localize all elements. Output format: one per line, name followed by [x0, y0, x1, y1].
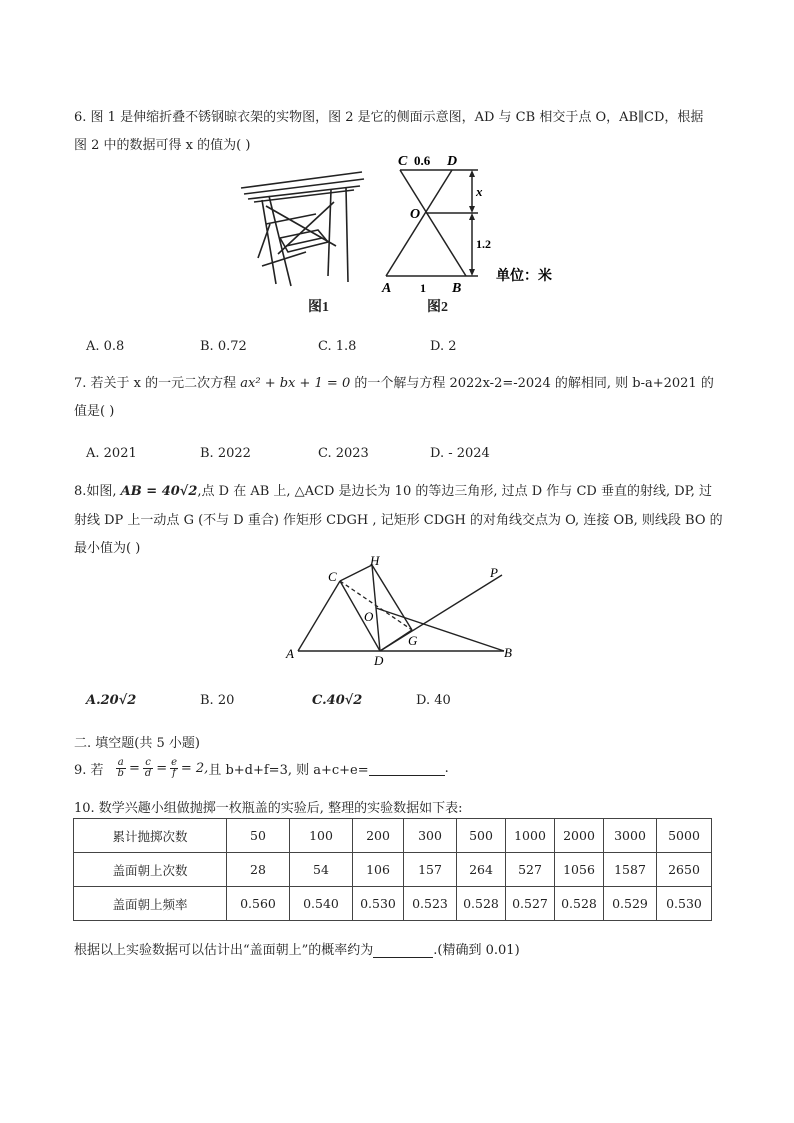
q8-label-h: H	[370, 555, 380, 568]
q7-option-a[interactable]: A. 2021	[86, 446, 137, 461]
q6-option-b[interactable]: B. 0.72	[200, 339, 247, 354]
fig2-label-o: O	[410, 207, 421, 222]
table-cell: 200	[353, 819, 404, 853]
q7-option-c[interactable]: C. 2023	[318, 446, 369, 461]
fig2-label-d: D	[447, 154, 458, 169]
table-cell: 5000	[657, 819, 712, 853]
q8-option-a[interactable]: A.20√2	[86, 693, 137, 708]
q9-frac3-num: e	[171, 757, 177, 768]
q9-frac1-num: a	[117, 757, 124, 768]
q9-pre: 9. 若	[74, 763, 104, 778]
row-label: 盖面朝上频率	[74, 887, 227, 921]
table-cell: 0.528	[555, 887, 604, 921]
q9-equals: = 2,	[180, 761, 209, 776]
table-cell: 3000	[604, 819, 657, 853]
q8-line1-rest: ,点 D 在 AB 上, △ACD 是边长为 10 的等边三角形, 过点 D 作与 CD 垂直的射线, DP, 过	[197, 484, 713, 499]
table-cell: 0.529	[604, 887, 657, 921]
q9-end: .	[444, 761, 449, 776]
q10-conclusion-pre: 根据以上实验数据可以估计出“盖面朝上”的概率约为	[74, 943, 374, 958]
q8-pre: 8.如图,	[74, 484, 121, 499]
q6-option-a[interactable]: A. 0.8	[86, 339, 125, 354]
fig2-lower-height: 1.2	[476, 237, 491, 251]
table-cell: 157	[404, 853, 457, 887]
fig2-unit: 单位：米	[496, 269, 552, 284]
table-cell: 1056	[555, 853, 604, 887]
q9-frac2-den: d	[144, 768, 152, 779]
fig2-bottom-length: 1	[420, 281, 426, 295]
table-cell: 2650	[657, 853, 712, 887]
q7-option-d[interactable]: D. - 2024	[430, 446, 490, 461]
fig2-label-b: B	[452, 281, 462, 296]
table-cell: 50	[227, 819, 290, 853]
fig2-label-x: x	[476, 184, 483, 199]
table-cell: 0.560	[227, 887, 290, 921]
q9-answer-blank[interactable]	[369, 761, 445, 776]
q8-label-d: D	[374, 653, 384, 665]
figure2-caption: 图2	[427, 300, 448, 315]
table-cell: 0.540	[290, 887, 353, 921]
q8-label-p: P	[490, 565, 498, 580]
row-label: 盖面朝上次数	[74, 853, 227, 887]
q8-label-b: B	[504, 645, 512, 660]
row-label: 累计抛掷次数	[74, 819, 227, 853]
fig2-top-length: 0.6	[414, 153, 431, 168]
q8-option-c[interactable]: C.40√2	[312, 693, 363, 708]
table-row	[74, 853, 712, 887]
q8-text-line2: 射线 DP 上一动点 G (不与 D 重合) 作矩形 CDGH , 记矩形 CDGH 的对角线交点为 O, 连接 OB, 则线段 BO 的	[74, 513, 723, 528]
q7-post: 的一个解与方程 2022x-2=-2024 的解相同, 则 b-a+2021 的	[350, 376, 714, 391]
q6-option-c[interactable]: C. 1.8	[318, 339, 357, 354]
q6-figure1-drying-rack	[236, 166, 366, 290]
table-cell: 0.530	[353, 887, 404, 921]
table-cell: 264	[457, 853, 506, 887]
section-fill-in-title: 二. 填空题(共 5 小题)	[74, 736, 200, 751]
q8-option-d[interactable]: D. 40	[416, 693, 451, 708]
table-cell: 1587	[604, 853, 657, 887]
q8-label-o: O	[364, 609, 374, 624]
q8-label-g: G	[408, 633, 418, 648]
q6-text-line1: 6. 图 1 是伸缩折叠不锈钢晾衣架的实物图，图 2 是它的侧面示意图，AD 与 CB 相交于点 O，AB∥CD，根据	[74, 110, 704, 125]
table-cell: 0.527	[506, 887, 555, 921]
q7-option-b[interactable]: B. 2022	[200, 446, 251, 461]
q8-geometry-figure	[280, 555, 520, 665]
table-cell: 54	[290, 853, 353, 887]
table-cell: 106	[353, 853, 404, 887]
q7-text-line2: 值是( )	[74, 404, 115, 419]
q10-conclusion	[74, 939, 520, 958]
table-cell: 2000	[555, 819, 604, 853]
q7-equation: ax² + bx + 1 = 0	[240, 376, 351, 391]
fig2-label-a: A	[382, 281, 392, 296]
table-cell: 0.528	[457, 887, 506, 921]
q9-frac2-num: c	[145, 757, 151, 768]
q6-figure2-schematic	[360, 150, 600, 300]
q8-label-c: C	[328, 569, 337, 584]
table-cell: 0.523	[404, 887, 457, 921]
table-cell: 300	[404, 819, 457, 853]
q8-text-line3: 最小值为( )	[74, 541, 141, 556]
table-cell: 1000	[506, 819, 555, 853]
q9-frac3-den: f	[172, 768, 176, 779]
q10-data-table	[73, 818, 712, 921]
table-cell: 527	[506, 853, 555, 887]
table-cell: 0.530	[657, 887, 712, 921]
table-row	[74, 887, 712, 921]
q9-post: 且 b+d+f=3, 则 a+c+e=	[208, 763, 369, 778]
q7-pre: 7. 若关于 x 的一元二次方程	[74, 376, 241, 391]
figure1-caption: 图1	[308, 300, 329, 315]
q10-conclusion-post: .(精确到 0.01)	[433, 943, 520, 958]
q7-text-line1	[74, 372, 714, 391]
table-cell: 28	[227, 853, 290, 887]
table-cell: 100	[290, 819, 353, 853]
q9-frac1-den: b	[117, 768, 124, 779]
q8-label-a: A	[286, 646, 294, 661]
q8-option-b[interactable]: B. 20	[200, 693, 235, 708]
table-cell: 500	[457, 819, 506, 853]
fig2-label-c: C	[398, 154, 408, 169]
q10-answer-blank[interactable]	[373, 943, 433, 958]
table-row	[74, 819, 712, 853]
q9-text	[74, 758, 449, 779]
q8-text-line1	[74, 480, 712, 499]
q10-intro: 10. 数学兴趣小组做抛掷一枚瓶盖的实验后, 整理的实验数据如下表:	[74, 801, 463, 816]
q8-formula: AB = 40√2	[120, 484, 198, 499]
q6-option-d[interactable]: D. 2	[430, 339, 457, 354]
q9-fraction-chain: $\frac{a}{b}$ = $\frac{c}{d}$ = $\frac{e}{f}$	[117, 757, 177, 779]
q6-text-line2: 图 2 中的数据可得 x 的值为( )	[74, 138, 251, 153]
